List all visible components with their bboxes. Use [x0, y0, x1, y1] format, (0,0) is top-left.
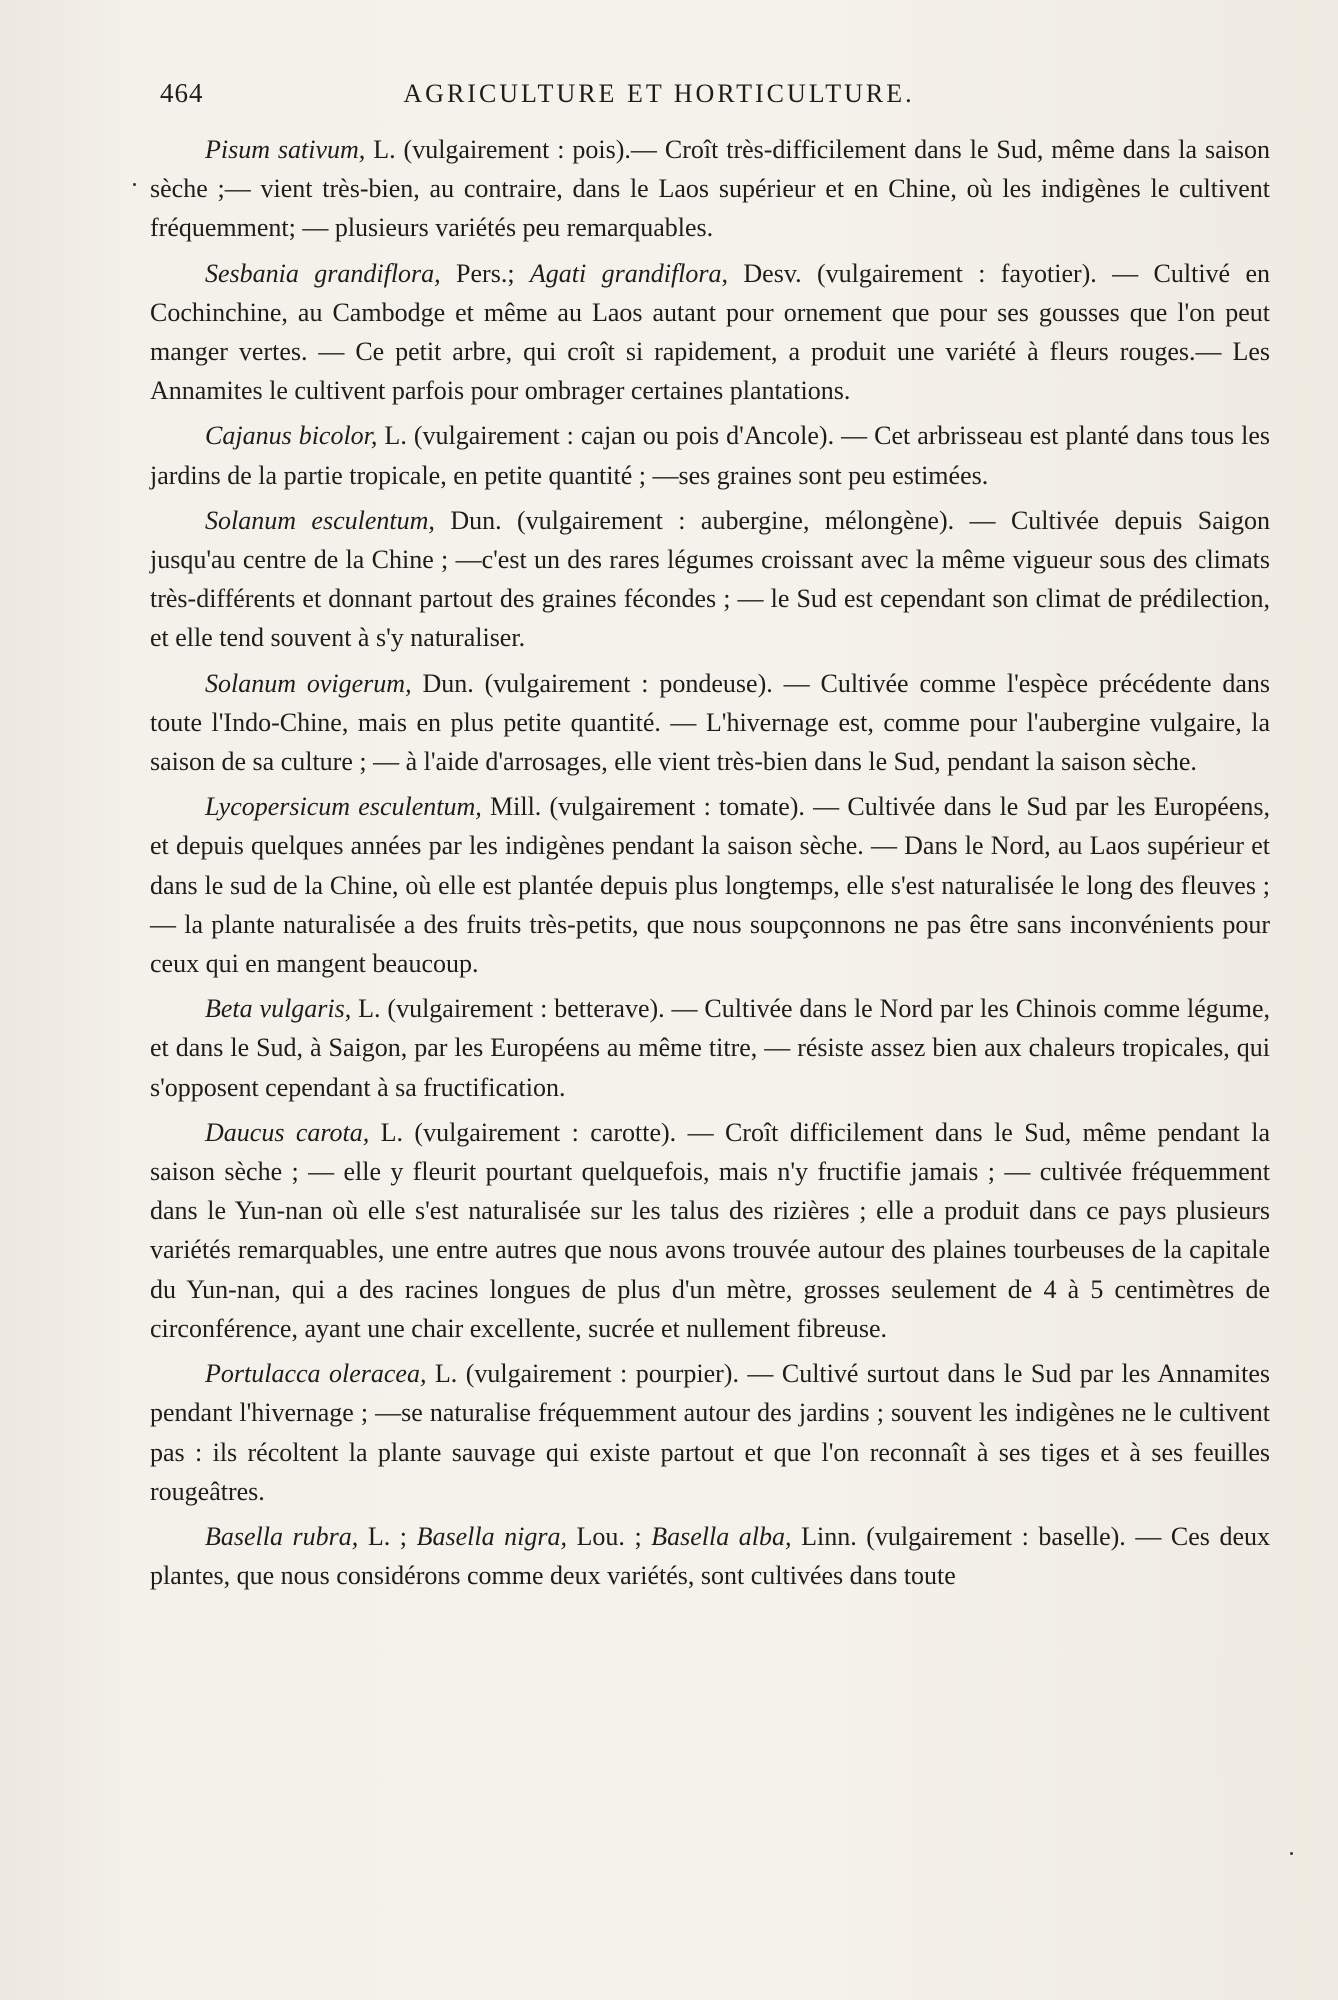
entry-text: L. (vulgairement : pois).— Croît très-difficilement dans le Sud, même dans la saison sèche ;— vient très-bien, au contraire, dans le Laos supérieur et en Chine, où les indigènes le cultivent fréquemment; — plusieurs variétés peu remarquables. [150, 135, 1270, 243]
species-name: Solanum esculentum, [205, 505, 435, 535]
entry-sesbania-grandiflora [150, 254, 1270, 411]
running-head [160, 78, 1068, 114]
species-name: Solanum ovigerum, [205, 668, 412, 698]
entry-solanum-esculentum [150, 501, 1270, 658]
running-title: AGRICULTURE ET HORTICULTURE. [403, 79, 915, 108]
text-body [150, 130, 1270, 1595]
species-name: Beta vulgaris, [205, 994, 352, 1024]
species-name: Daucus carota, [205, 1117, 370, 1147]
species-name: Lycopersicum esculentum, [205, 792, 482, 822]
entry-text: Linn. (vulgairement : baselle). — Ces deux plantes, que nous considérons comme deux variétés, sont cultivées dans toute [150, 1521, 1270, 1591]
entry-text: L. ; [358, 1521, 417, 1551]
species-synonym: Basella nigra, [416, 1521, 567, 1551]
entry-text: L. (vulgairement : betterave). — Cultivée dans le Nord par les Chinois comme légume, et dans le Sud, à Saigon, par les Européens au même titre, — résiste assez bien aux chaleurs tropicales, qui s'opposent cependant à sa fructification. [150, 994, 1270, 1102]
species-name: Pisum sativum, [205, 135, 366, 164]
species-synonym: Basella alba, [651, 1521, 792, 1551]
paper-speck [133, 183, 136, 186]
entry-text: Pers.; [440, 258, 530, 288]
entry-portulacca-oleracea [150, 1354, 1270, 1511]
entry-text: Dun. (vulgairement : pondeuse). — Cultivée comme l'espèce précédente dans toute l'Indo-Chine, mais en plus petite quantité. — L'hivernage est, comme pour l'aubergine vulgaire, la saison de sa culture ; — à l'aide d'arrosages, elle vient très-bien dans le Sud, pendant la saison sèche. [150, 668, 1271, 777]
entry-solanum-ovigerum [150, 664, 1270, 782]
entry-text: L. (vulgairement : carotte). — Croît difficilement dans le Sud, même pendant la saison sèche ; — elle y fleurit pourtant quelquefois, mais n'y fructifie jamais ; — cultivée fréquemment dans le Yun-nan où elle s'est naturalisée sur les talus des rizières ; elle a produit dans ce pays plusieurs variétés remarquables, une entre autres que nous avons trouvée autour des plaines tourbeuses de la capitale du Yun-nan, qui a des racines longues de plus d'un mètre, grosses seulement de 4 à 5 centimètres de circonférence, ayant une chair excellente, sucrée et nullement fibreuse. [150, 1117, 1270, 1343]
entry-text: Desv. (vulgairement : fayotier). — Cultivé en Cochinchine, au Cambodge et même au Laos autant pour ornement que pour ses gousses que l'on peut manger vertes. — Ce petit arbre, qui croît si rapidement, a produit une variété à fleurs rouges.— Les Annamites le cultivent parfois pour ombrager certaines plantations. [150, 258, 1271, 406]
entry-pisum-sativum [150, 130, 1270, 248]
species-synonym: Agati grandiflora, [529, 258, 729, 288]
entry-beta-vulgaris [150, 989, 1270, 1107]
entry-lycopersicum-esculentum [150, 787, 1270, 983]
species-name: Sesbania grandiflora, [205, 258, 441, 288]
entry-text: Dun. (vulgairement : aubergine, mélongène). — Cultivée depuis Saigon jusqu'au centre de la Chine ; —c'est un des rares légumes croissant avec la même vigueur sous des climats très-différents et donnant partout des graines fécondes ; — le Sud est cependant son climat de prédilection, et elle tend souvent à s'y naturaliser. [150, 505, 1270, 653]
entry-basella [150, 1517, 1270, 1595]
entry-cajanus-bicolor [150, 416, 1270, 494]
entry-daucus-carota [150, 1113, 1270, 1348]
paper-speck [1290, 1852, 1293, 1855]
entry-text: L. (vulgairement : cajan ou pois d'Ancole). — Cet arbrisseau est planté dans tous les jardins de la partie tropicale, en petite quantité ; —ses graines sont peu estimées. [150, 421, 1270, 490]
species-name: Cajanus bicolor, [205, 421, 378, 451]
entry-text: L. (vulgairement : pourpier). — Cultivé surtout dans le Sud par les Annamites pendant l'hivernage ; —se naturalise fréquemment autour des jardins ; souvent les indigènes ne le cultivent pas : ils récoltent la plante sauvage qui existe partout et que l'on reconnaît à ses tiges et à ses feuilles rougeâtres. [150, 1359, 1270, 1506]
entry-text: Mill. (vulgairement : tomate). — Cultivée dans le Sud par les Européens, et depuis quelques années par les indigènes pendant la saison sèche. — Dans le Nord, au Laos supérieur et dans le sud de la Chine, où elle est plantée depuis plus longtemps, elle s'est naturalisée le long des fleuves ; — la plante naturalisée a des fruits très-petits, que nous soupçonnons ne pas être sans inconvénients pour ceux qui en mangent beaucoup. [150, 792, 1271, 979]
page-number: 464 [160, 78, 204, 108]
species-name: Basella rubra, [205, 1521, 359, 1551]
species-name: Portulacca oleracea, [205, 1359, 427, 1389]
entry-text: Lou. ; [566, 1521, 652, 1551]
